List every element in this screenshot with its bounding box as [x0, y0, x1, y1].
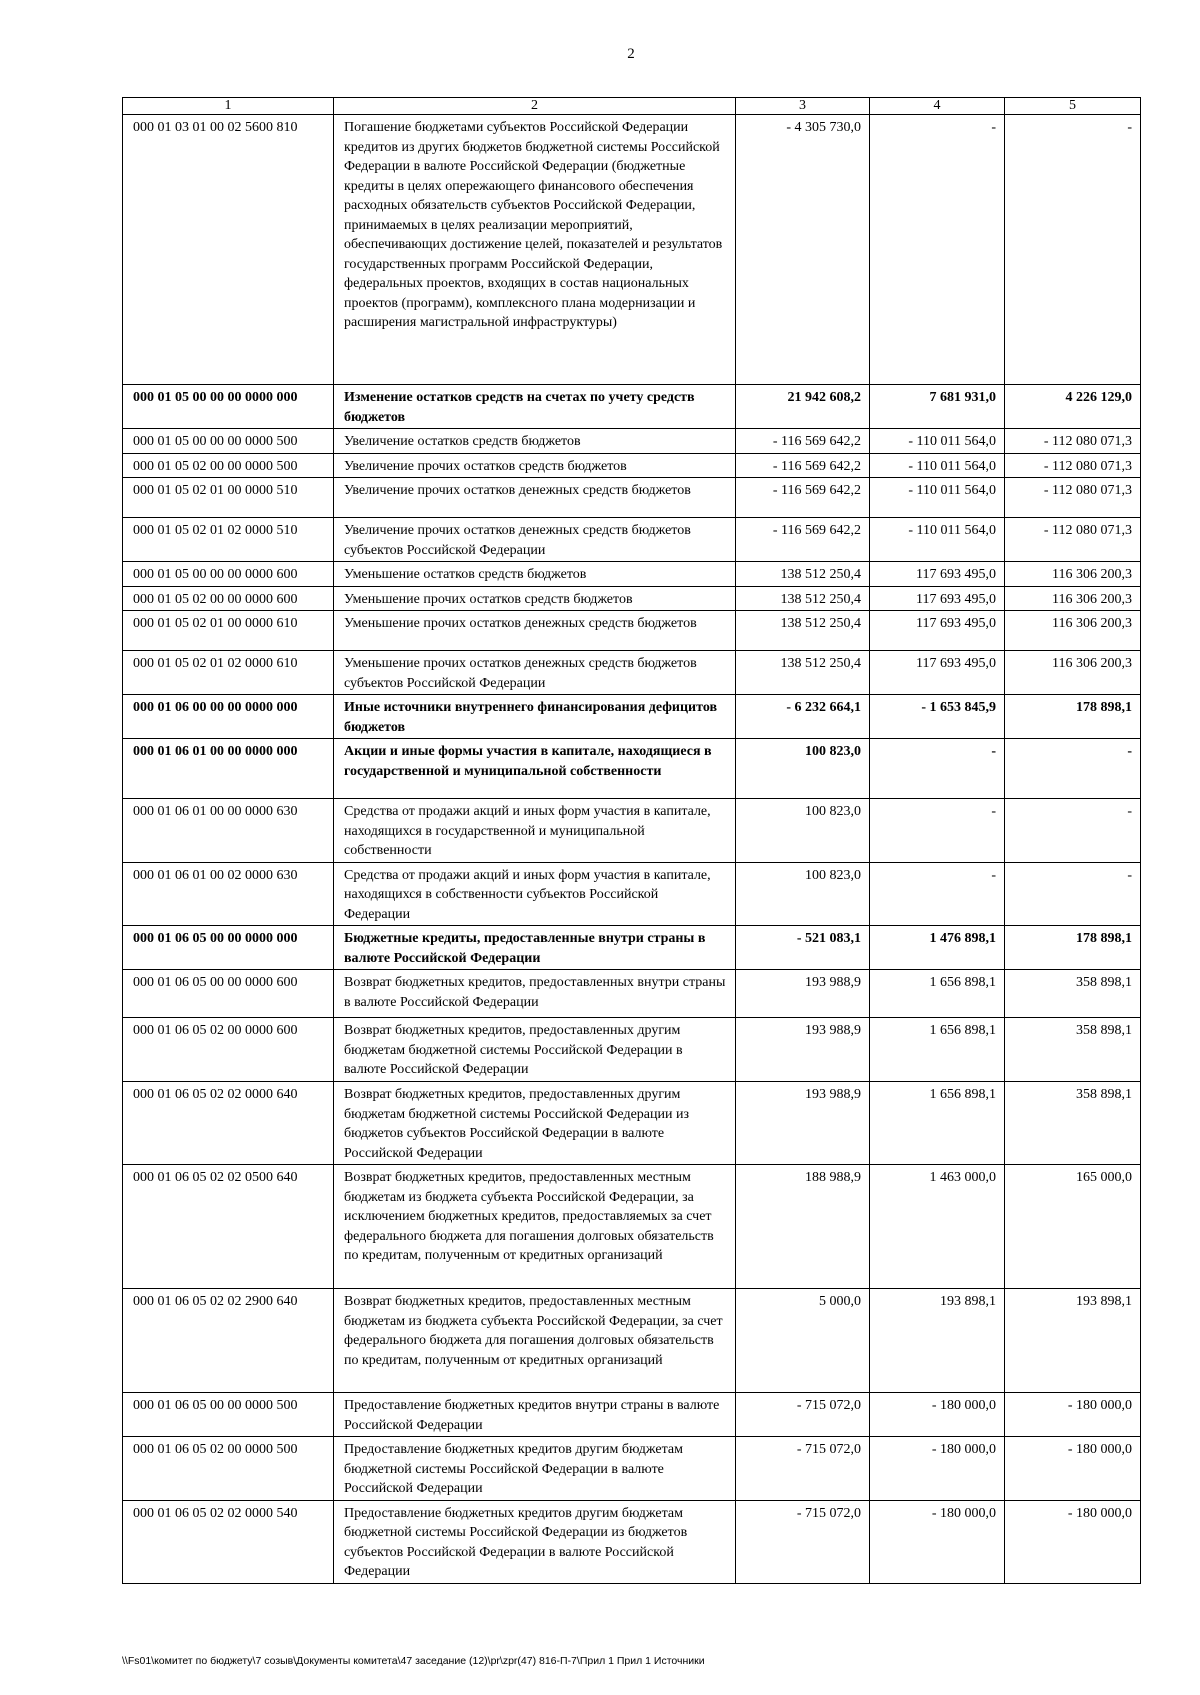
- description-cell: Иные источники внутреннего финансирования дефицитов бюджетов: [334, 695, 736, 739]
- description-cell: Предоставление бюджетных кредитов внутри страны в валюте Российской Федерации: [334, 1393, 736, 1437]
- amount-col5-cell: 116 306 200,3: [1005, 586, 1141, 611]
- table-row: [123, 562, 1141, 587]
- description-cell: Предоставление бюджетных кредитов другим бюджетам бюджетной системы Российской Федерации из бюджетов субъектов Российской Федерации в валюте Российской Федерации: [334, 1500, 736, 1583]
- description-cell: Возврат бюджетных кредитов, предоставленных местным бюджетам из бюджета субъекта Российской Федерации, за счет федерального бюджета для погашения долговых обязательств по кредитам, полученным от кредитных организаций: [334, 1289, 736, 1393]
- amount-col4-cell: -: [870, 739, 1005, 799]
- description-cell: Уменьшение прочих остатков денежных средств бюджетов субъектов Российской Федерации: [334, 651, 736, 695]
- budget-code-cell: 000 01 06 05 00 00 0000 600: [123, 970, 334, 1018]
- amount-col3-cell: - 116 569 642,2: [736, 518, 870, 562]
- table-row: [123, 1018, 1141, 1082]
- amount-col3-cell: 138 512 250,4: [736, 651, 870, 695]
- column-header-1: 1: [123, 98, 334, 115]
- amount-col4-cell: 117 693 495,0: [870, 611, 1005, 651]
- amount-col4-cell: 1 476 898,1: [870, 926, 1005, 970]
- amount-col3-cell: - 715 072,0: [736, 1437, 870, 1501]
- description-cell: Средства от продажи акций и иных форм участия в капитале, находящихся в собственности субъектов Российской Федерации: [334, 862, 736, 926]
- budget-code-cell: 000 01 05 02 00 00 0000 500: [123, 453, 334, 478]
- budget-code-cell: 000 01 05 00 00 00 0000 600: [123, 562, 334, 587]
- amount-col4-cell: 1 463 000,0: [870, 1165, 1005, 1289]
- amount-col3-cell: - 715 072,0: [736, 1500, 870, 1583]
- table-row: [123, 970, 1141, 1018]
- amount-col4-cell: -: [870, 115, 1005, 385]
- amount-col5-cell: 178 898,1: [1005, 695, 1141, 739]
- description-cell: Увеличение прочих остатков средств бюджетов: [334, 453, 736, 478]
- amount-col5-cell: - 112 080 071,3: [1005, 429, 1141, 454]
- amount-col5-cell: 178 898,1: [1005, 926, 1141, 970]
- amount-col3-cell: - 6 232 664,1: [736, 695, 870, 739]
- amount-col4-cell: 117 693 495,0: [870, 562, 1005, 587]
- amount-col4-cell: - 180 000,0: [870, 1437, 1005, 1501]
- budget-code-cell: 000 01 06 01 00 02 0000 630: [123, 862, 334, 926]
- amount-col4-cell: 193 898,1: [870, 1289, 1005, 1393]
- amount-col3-cell: 138 512 250,4: [736, 586, 870, 611]
- amount-col3-cell: 188 988,9: [736, 1165, 870, 1289]
- amount-col4-cell: - 180 000,0: [870, 1393, 1005, 1437]
- budget-code-cell: 000 01 06 01 00 00 0000 630: [123, 799, 334, 863]
- table-row: [123, 1289, 1141, 1393]
- amount-col4-cell: - 110 011 564,0: [870, 478, 1005, 518]
- description-cell: Акции и иные формы участия в капитале, находящиеся в государственной и муниципальной собственности: [334, 739, 736, 799]
- table-row: [123, 1437, 1141, 1501]
- budget-code-cell: 000 01 05 02 01 00 0000 510: [123, 478, 334, 518]
- description-cell: Увеличение остатков средств бюджетов: [334, 429, 736, 454]
- amount-col4-cell: - 1 653 845,9: [870, 695, 1005, 739]
- amount-col3-cell: 138 512 250,4: [736, 562, 870, 587]
- amount-col5-cell: - 180 000,0: [1005, 1393, 1141, 1437]
- amount-col3-cell: 193 988,9: [736, 1082, 870, 1165]
- budget-code-cell: 000 01 05 00 00 00 0000 000: [123, 385, 334, 429]
- table-body: [123, 115, 1141, 1584]
- table-row: [123, 385, 1141, 429]
- amount-col5-cell: 116 306 200,3: [1005, 651, 1141, 695]
- budget-code-cell: 000 01 06 05 02 02 0500 640: [123, 1165, 334, 1289]
- description-cell: Средства от продажи акций и иных форм участия в капитале, находящихся в государственной и муниципальной собственности: [334, 799, 736, 863]
- amount-col4-cell: 117 693 495,0: [870, 586, 1005, 611]
- table-row: [123, 1082, 1141, 1165]
- description-cell: Уменьшение прочих остатков средств бюджетов: [334, 586, 736, 611]
- amount-col5-cell: -: [1005, 862, 1141, 926]
- amount-col3-cell: 193 988,9: [736, 970, 870, 1018]
- amount-col3-cell: - 116 569 642,2: [736, 429, 870, 454]
- description-cell: Увеличение прочих остатков денежных средств бюджетов: [334, 478, 736, 518]
- amount-col4-cell: 1 656 898,1: [870, 970, 1005, 1018]
- budget-code-cell: 000 01 06 05 00 00 0000 000: [123, 926, 334, 970]
- amount-col3-cell: 5 000,0: [736, 1289, 870, 1393]
- description-cell: Уменьшение прочих остатков денежных средств бюджетов: [334, 611, 736, 651]
- amount-col4-cell: - 180 000,0: [870, 1500, 1005, 1583]
- table-row: [123, 651, 1141, 695]
- table-row: [123, 739, 1141, 799]
- amount-col5-cell: -: [1005, 799, 1141, 863]
- amount-col5-cell: 358 898,1: [1005, 1018, 1141, 1082]
- footer-file-path: \\Fs01\комитет по бюджету\7 созыв\Документы комитета\47 заседание (12)\pr\zpr(47) 816-П-7\Прил 1 Прил 1 Источники: [122, 1655, 705, 1667]
- table-row: [123, 926, 1141, 970]
- amount-col3-cell: 193 988,9: [736, 1018, 870, 1082]
- budget-code-cell: 000 01 06 05 02 02 0000 640: [123, 1082, 334, 1165]
- table-row: [123, 586, 1141, 611]
- column-header-5: 5: [1005, 98, 1141, 115]
- description-cell: Изменение остатков средств на счетах по учету средств бюджетов: [334, 385, 736, 429]
- amount-col4-cell: - 110 011 564,0: [870, 518, 1005, 562]
- amount-col4-cell: - 110 011 564,0: [870, 453, 1005, 478]
- amount-col5-cell: 116 306 200,3: [1005, 562, 1141, 587]
- amount-col5-cell: - 112 080 071,3: [1005, 453, 1141, 478]
- amount-col4-cell: -: [870, 862, 1005, 926]
- budget-code-cell: 000 01 05 00 00 00 0000 500: [123, 429, 334, 454]
- amount-col5-cell: - 180 000,0: [1005, 1437, 1141, 1501]
- amount-col4-cell: 1 656 898,1: [870, 1018, 1005, 1082]
- amount-col3-cell: - 116 569 642,2: [736, 478, 870, 518]
- amount-col4-cell: -: [870, 799, 1005, 863]
- table-row: [123, 799, 1141, 863]
- amount-col5-cell: - 112 080 071,3: [1005, 478, 1141, 518]
- column-header-2: 2: [334, 98, 736, 115]
- amount-col4-cell: - 110 011 564,0: [870, 429, 1005, 454]
- amount-col3-cell: - 116 569 642,2: [736, 453, 870, 478]
- budget-code-cell: 000 01 05 02 01 02 0000 510: [123, 518, 334, 562]
- amount-col3-cell: 21 942 608,2: [736, 385, 870, 429]
- amount-col5-cell: 358 898,1: [1005, 970, 1141, 1018]
- description-cell: Увеличение прочих остатков денежных средств бюджетов субъектов Российской Федерации: [334, 518, 736, 562]
- description-cell: Бюджетные кредиты, предоставленные внутри страны в валюте Российской Федерации: [334, 926, 736, 970]
- table-row: [123, 862, 1141, 926]
- amount-col3-cell: 138 512 250,4: [736, 611, 870, 651]
- description-cell: Погашение бюджетами субъектов Российской Федерации кредитов из других бюджетов бюджетной системы Российской Федерации в валюте Российской Федерации (бюджетные кредиты в целях опережающего финансового обеспечения расходных обязательств субъектов Российской Федерации, принимаемых в целях реализации мероприятий, обеспечивающих достижение целей, показателей и результатов государственных программ Российской Федерации, федеральных проектов, входящих в состав национальных проектов (программ), комплексного плана модернизации и расширения магистральной инфраструктуры): [334, 115, 736, 385]
- table-row: [123, 1165, 1141, 1289]
- amount-col5-cell: -: [1005, 115, 1141, 385]
- budget-code-cell: 000 01 03 01 00 02 5600 810: [123, 115, 334, 385]
- amount-col5-cell: - 112 080 071,3: [1005, 518, 1141, 562]
- amount-col5-cell: 4 226 129,0: [1005, 385, 1141, 429]
- table-row: [123, 518, 1141, 562]
- budget-code-cell: 000 01 06 05 02 02 0000 540: [123, 1500, 334, 1583]
- table-header-row: [123, 98, 1141, 115]
- budget-code-cell: 000 01 06 05 00 00 0000 500: [123, 1393, 334, 1437]
- table-row: [123, 1393, 1141, 1437]
- budget-code-cell: 000 01 06 05 02 00 0000 500: [123, 1437, 334, 1501]
- amount-col3-cell: 100 823,0: [736, 862, 870, 926]
- sources-table: [122, 97, 1141, 1584]
- table-row: [123, 1500, 1141, 1583]
- description-cell: Уменьшение остатков средств бюджетов: [334, 562, 736, 587]
- amount-col5-cell: -: [1005, 739, 1141, 799]
- amount-col3-cell: - 4 305 730,0: [736, 115, 870, 385]
- amount-col5-cell: 193 898,1: [1005, 1289, 1141, 1393]
- budget-code-cell: 000 01 05 02 00 00 0000 600: [123, 586, 334, 611]
- table-row: [123, 115, 1141, 385]
- amount-col4-cell: 7 681 931,0: [870, 385, 1005, 429]
- description-cell: Предоставление бюджетных кредитов другим бюджетам бюджетной системы Российской Федерации в валюте Российской Федерации: [334, 1437, 736, 1501]
- budget-code-cell: 000 01 06 01 00 00 0000 000: [123, 739, 334, 799]
- table-row: [123, 611, 1141, 651]
- amount-col3-cell: 100 823,0: [736, 739, 870, 799]
- amount-col3-cell: 100 823,0: [736, 799, 870, 863]
- amount-col3-cell: - 715 072,0: [736, 1393, 870, 1437]
- column-header-4: 4: [870, 98, 1005, 115]
- budget-code-cell: 000 01 05 02 01 02 0000 610: [123, 651, 334, 695]
- budget-code-cell: 000 01 05 02 01 00 0000 610: [123, 611, 334, 651]
- amount-col5-cell: 116 306 200,3: [1005, 611, 1141, 651]
- table-row: [123, 478, 1141, 518]
- page-number: 2: [627, 46, 635, 62]
- amount-col5-cell: 358 898,1: [1005, 1082, 1141, 1165]
- amount-col5-cell: 165 000,0: [1005, 1165, 1141, 1289]
- column-header-3: 3: [736, 98, 870, 115]
- budget-code-cell: 000 01 06 00 00 00 0000 000: [123, 695, 334, 739]
- amount-col3-cell: - 521 083,1: [736, 926, 870, 970]
- description-cell: Возврат бюджетных кредитов, предоставленных другим бюджетам бюджетной системы Российской Федерации в валюте Российской Федерации: [334, 1018, 736, 1082]
- budget-code-cell: 000 01 06 05 02 00 0000 600: [123, 1018, 334, 1082]
- amount-col4-cell: 117 693 495,0: [870, 651, 1005, 695]
- table-row: [123, 429, 1141, 454]
- table-row: [123, 453, 1141, 478]
- description-cell: Возврат бюджетных кредитов, предоставленных местным бюджетам из бюджета субъекта Российской Федерации, за исключением бюджетных кредитов, предоставляемых за счет федерального бюджета для погашения долговых обязательств по кредитам, полученным от кредитных организаций: [334, 1165, 736, 1289]
- amount-col4-cell: 1 656 898,1: [870, 1082, 1005, 1165]
- amount-col5-cell: - 180 000,0: [1005, 1500, 1141, 1583]
- table-row: [123, 695, 1141, 739]
- description-cell: Возврат бюджетных кредитов, предоставленных другим бюджетам бюджетной системы Российской Федерации из бюджетов субъектов Российской Федерации в валюте Российской Федерации: [334, 1082, 736, 1165]
- description-cell: Возврат бюджетных кредитов, предоставленных внутри страны в валюте Российской Федерации: [334, 970, 736, 1018]
- budget-code-cell: 000 01 06 05 02 02 2900 640: [123, 1289, 334, 1393]
